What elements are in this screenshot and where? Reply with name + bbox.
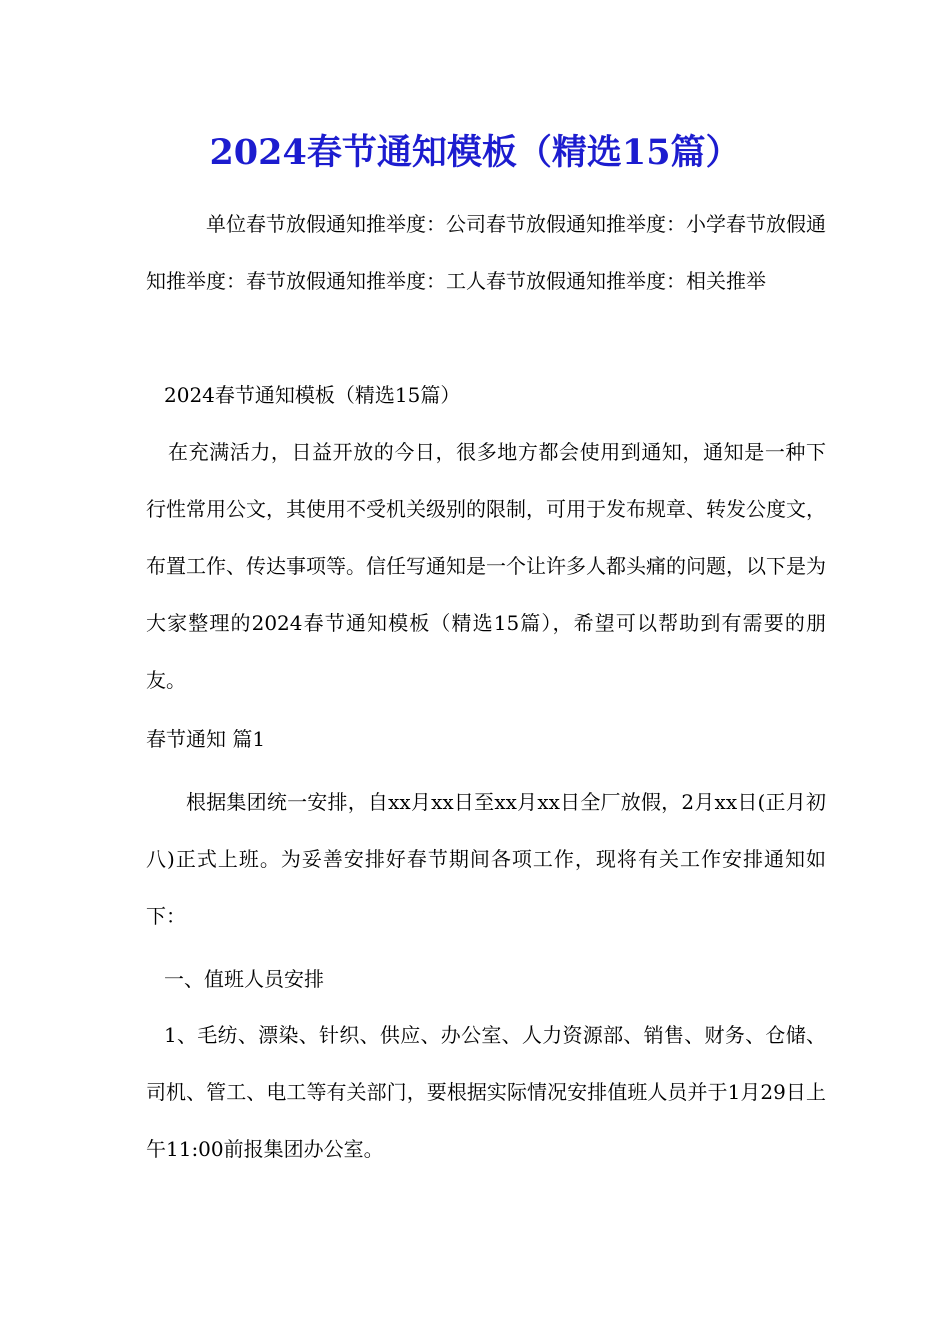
intro-paragraph: 单位春节放假通知推举度：公司春节放假通知推举度：小学春节放假通知推举度：春节放假通知推举度：工人春节放假通知推举度：相关推举 <box>146 212 826 293</box>
body-paragraph: 根据集团统一安排，自xx月xx日至xx月xx日全厂放假，2月xx日(正月初八)正式上班。为妥善安排好春节期间各项工作，现将有关工作安排通知如下： <box>146 790 826 928</box>
item-paragraph: 1、毛纺、漂染、针织、供应、办公室、人力资源部、销售、财务、仓储、司机、管工、电工等有关部门，要根据实际情况安排值班人员并于1月29日上午11:00前报集团办公室。 <box>146 1023 826 1161</box>
subtitle: 2024春节通知模板（精选15篇） <box>164 383 461 407</box>
section-heading: 春节通知 篇1 <box>146 727 266 751</box>
item-heading: 一、值班人员安排 <box>164 967 324 991</box>
preface-paragraph: 在充满活力，日益开放的今日，很多地方都会使用到通知，通知是一种下行性常用公文，其使用不受机关级别的限制，可用于发布规章、转发公度文，布置工作、传达事项等。信任写通知是一个让许多人都头痛的问题，以下是为大家整理的2024春节通知模板（精选15篇），希望可以帮助到有需要的朋友。 <box>146 440 826 692</box>
document-title: 2024春节通知模板（精选15篇） <box>209 132 741 173</box>
